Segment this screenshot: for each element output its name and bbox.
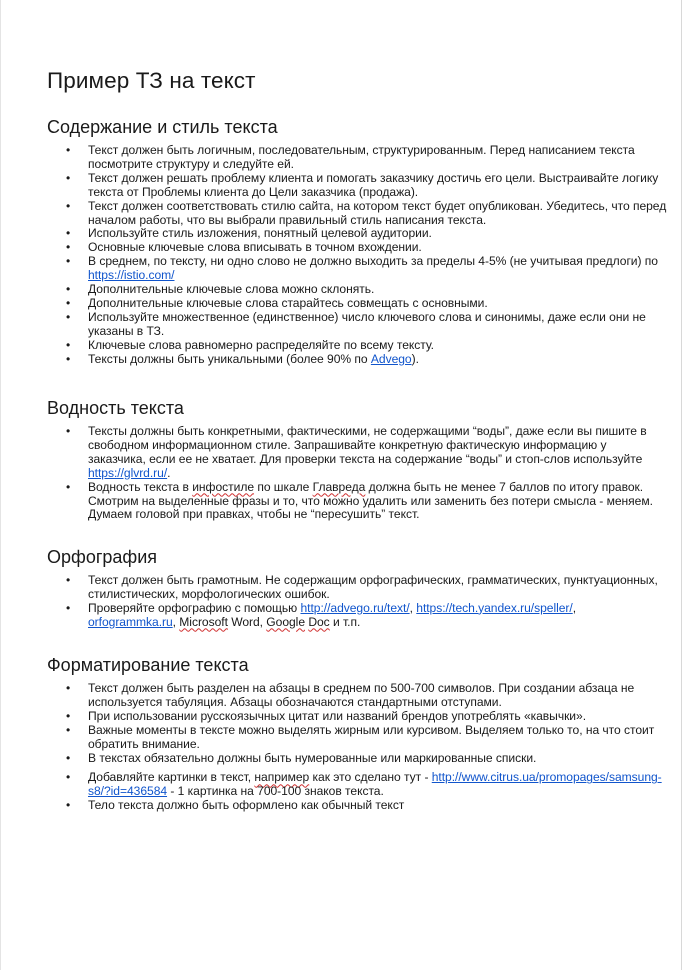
document-title: Пример ТЗ на текст: [47, 68, 256, 93]
section-wateriness: [47, 398, 667, 522]
link[interactable]: https://istio.com/: [88, 268, 175, 283]
link[interactable]: http://advego.ru/text/: [300, 600, 410, 615]
text-run: Текст должен быть грамотным. Не содержащим орфографических, грамматических, пунктуационных, стилистических, морфологических ошибок.: [88, 573, 658, 601]
text-run: Дополнительные ключевые слова старайтесь совмещать с основными.: [88, 295, 488, 310]
text-run: Тексты должны быть конкретными, фактическими, не содержащими “воды”, даже если вы пишите в свободном информационном стиле. Запрашивайте конкретную фактическую информацию у заказчика, если ее не хватает. Для проверки текста на содержание “воды” и стоп-слов используйте: [88, 424, 647, 466]
list-item: [47, 682, 667, 710]
list-item: [47, 353, 667, 367]
text-run: ).: [411, 351, 419, 366]
text-run: Водность текста в: [88, 479, 193, 494]
text-run: Тело текста должно быть оформлено как обычный текст: [88, 798, 405, 813]
text-run: Используйте множественное (единственное) число ключевого слова и синонимы, даже если они не указаны в ТЗ.: [88, 309, 646, 338]
spellcheck-flagged-word: Microsoft: [179, 614, 228, 629]
bullet-list: [47, 425, 667, 522]
bullet-list: [47, 682, 667, 813]
list-item: [47, 255, 667, 283]
text-run: Добавляйте картинки в текст,: [88, 770, 255, 785]
text-run: В среднем, по тексту, ни одно слово не должно выходить за пределы 4-5% (не учитывая предлоги) по: [88, 254, 658, 269]
list-item: [47, 339, 667, 353]
text-run: как это сделано тут -: [309, 770, 432, 785]
list-item: [47, 799, 667, 813]
list-item: [47, 752, 667, 766]
text-run: Текст должен быть логичным, последовательным, структурированным. Перед написанием текста посмотрите структуру и следуйте ей.: [88, 143, 635, 171]
text-run: Текст должен быть разделен на абзацы в среднем по 500-700 символов. При создании абзаца не используется табуляция. Абзацы обозначаются стандартными отступами.: [88, 681, 635, 709]
text-run: и т.п.: [329, 614, 361, 629]
text-run: ,: [572, 600, 577, 615]
list-item: [47, 771, 667, 799]
text-run: .: [167, 465, 171, 480]
text-run: Текст должен соответствовать стилю сайта, на котором текст будет опубликован. Убедитесь, что перед началом работы, что вы выбрали правильный стиль написания текста.: [88, 198, 667, 227]
text-run: При использовании русскоязычных цитат или названий брендов употреблять «кавычки».: [88, 708, 586, 723]
text-run: - 1 картинка на 700-100 знаков текста.: [167, 784, 384, 799]
spellcheck-flagged-word: например: [254, 770, 310, 785]
link[interactable]: orfogrammka.ru: [88, 614, 173, 629]
list-item: [47, 241, 667, 255]
list-item: [47, 144, 667, 172]
text-run: Текст должен решать проблему клиента и помогать заказчику достичь его цели. Выстраивайте логику текста от Проблемы клиента до Цели заказчика (продажа).: [88, 170, 659, 199]
spellcheck-flagged-word: Главреда: [312, 479, 366, 494]
section-heading: Орфография: [47, 547, 158, 567]
text-run: по шкале: [254, 479, 313, 494]
section-spelling: [47, 547, 667, 630]
text-run: должна быть не менее 7 баллов по итогу правок. Смотрим на выделенные фразы и то, что можно удалить или заменить без потери смысла - меняем. Думаем головой при правках, чтобы не “пересушить” текст.: [88, 479, 653, 522]
link[interactable]: Advego: [370, 351, 412, 366]
bullet-list: [47, 144, 667, 367]
link[interactable]: https://tech.yandex.ru/speller/: [416, 600, 573, 615]
text-run: Дополнительные ключевые слова можно склонять.: [88, 282, 375, 297]
text-run: Важные моменты в тексте можно выделять жирным или курсивом. Выделяем только то, на что стоит обратить внимание.: [88, 722, 655, 751]
list-item: [47, 710, 667, 724]
section-heading: Форматирование текста: [47, 655, 249, 675]
list-item: [47, 481, 667, 523]
list-item: [47, 227, 667, 241]
text-run: Тексты должны быть уникальными (более 90% по: [88, 351, 371, 366]
list-item: [47, 602, 667, 630]
list-item: [47, 283, 667, 297]
section-formatting: [47, 655, 667, 813]
text-run: Основные ключевые слова вписывать в точном вхождении.: [88, 240, 422, 255]
list-item: [47, 200, 667, 228]
spellcheck-flagged-word: Google: [266, 614, 305, 629]
list-item: [47, 297, 667, 311]
spellcheck-flagged-word: инфостиле: [192, 479, 255, 494]
bullet-list: [47, 574, 667, 630]
section-content-style: [47, 117, 667, 367]
text-run: ,: [172, 614, 180, 629]
list-item: [47, 172, 667, 200]
text-run: Ключевые слова равномерно распределяйте по всему тексту.: [88, 337, 434, 352]
list-item: [47, 311, 667, 339]
text-run: Word,: [227, 614, 267, 629]
list-item: [47, 574, 667, 602]
link[interactable]: https://glvrd.ru/: [88, 465, 168, 480]
link[interactable]: http://www.citrus.ua/promopages/samsung-s8/?id=436584: [88, 770, 662, 799]
text-run: Проверяйте орфографию с помощью: [88, 600, 301, 615]
spellcheck-flagged-word: Doc: [308, 614, 330, 629]
list-item: [47, 724, 667, 752]
text-run: Используйте стиль изложения, понятный целевой аудитории.: [88, 226, 432, 241]
text-run: ,: [409, 600, 417, 615]
section-heading: Содержание и стиль текста: [47, 117, 278, 137]
section-heading: Водность текста: [47, 398, 184, 418]
text-run: В текстах обязательно должны быть нумерованные или маркированные списки.: [88, 750, 537, 765]
list-item: [47, 425, 667, 481]
